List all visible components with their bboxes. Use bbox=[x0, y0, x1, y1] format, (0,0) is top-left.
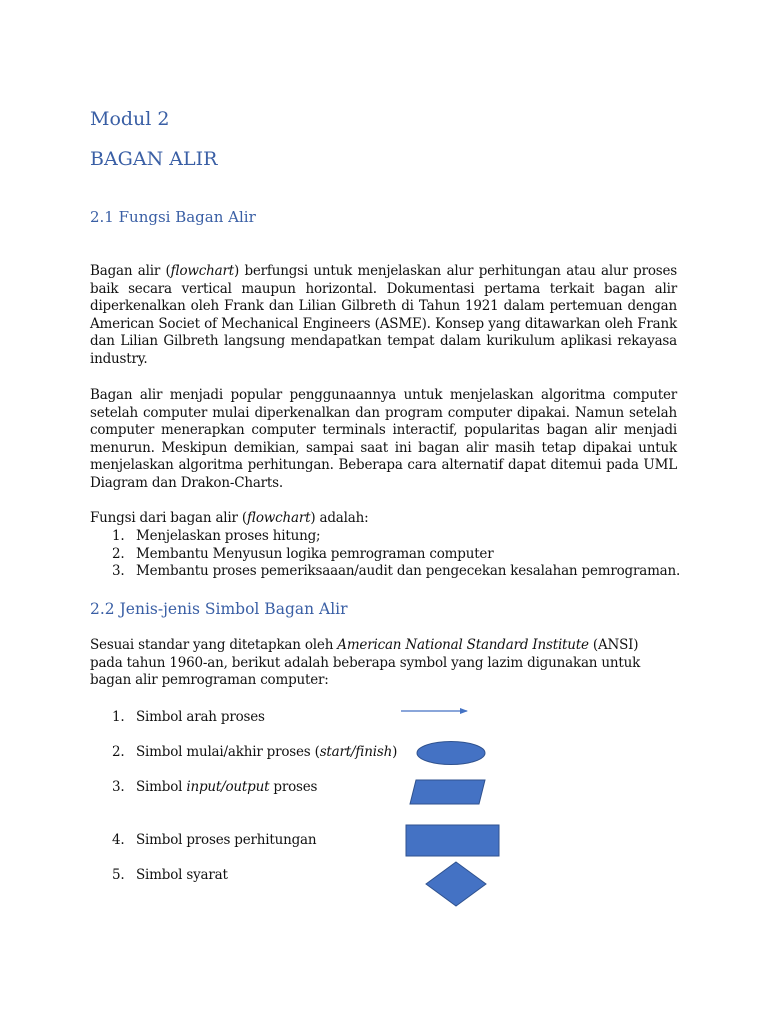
module-main-title: BAGAN ALIR bbox=[90, 148, 218, 170]
process-rectangle-symbol-icon bbox=[406, 825, 499, 856]
document-page: Modul 2 BAGAN ALIR 2.1 Fungsi Bagan Alir Bagan alir (flowchart) berfungsi untuk menjelaskan alur perhitungan atau alur proses baik secara vertical maupun horizontal. Dokumentasi pertama terkait bagan alir diperkenalkan oleh Frank dan Lilian Gilbreth di Tahun 1921 dalam pertemuan dengan American Societ of Mechanical Engineers (ASME). Konsep yang ditawarkan oleh Frank dan Lilian Gilbreth langsung mendapatkan tempat dalam kurikulum aplikasi rekayasa industry. Bagan alir menjadi popular penggunaannya untuk menjelaskan algoritma computer setelah computer mulai diperkenalkan dan program computer dipakai. Namun setelah computer menerapkan computer terminals interactif, popularitas bagan alir menjadi menurun. Meskipun demikian, sampai saat ini bagan alir masih tetap dipakai untuk menjelaskan algoritma perhitungan. Beberapa cara alternatif dapat ditemui pada UML Diagram dan Drakon-Charts. Fungsi dari bagan alir (flowchart) adalah: 1. Menjelaskan proses hitung; 2. Membantu Menyusun logika pemrograman computer 3. Membantu proses pemeriksaaan/audit dan pengecekan kesalahan pemrograman. 2.2 Jenis-jenis Simbol Bagan Alir Sesuai standar yang ditetapkan oleh American National Standard Institute (ANSI) pada tahun 1960-an, berikut adalah beberapa symbol yang lazim digunakan untuk bagan alir pemrograman computer: 1. Simbol arah proses 2. Simbol mulai/akhir proses (start/finish) 3. Simbol input/output proses 4. Simbol proses perhitungan 5. Simbol syarat bbox=[0, 0, 768, 1024]
symbol-label: Simbol syarat bbox=[136, 867, 228, 883]
section-heading-jenis-simbol: 2.2 Jenis-jenis Simbol Bagan Alir bbox=[90, 600, 348, 618]
decision-diamond-symbol-icon bbox=[426, 862, 486, 906]
list-item: 3. Membantu proses pemeriksaaan/audit dan pengecekan kesalahan pemrograman. bbox=[112, 563, 681, 580]
terminal-ellipse-symbol-icon bbox=[417, 742, 485, 765]
symbol-label: Simbol arah proses bbox=[136, 709, 265, 725]
symbol-label: Simbol input/output proses bbox=[136, 779, 318, 795]
symbol-label: Simbol mulai/akhir proses (start/finish) bbox=[136, 744, 398, 760]
list-item: 2. Membantu Menyusun logika pemrograman computer bbox=[112, 545, 494, 562]
paragraph-functions-intro: Fungsi dari bagan alir (flowchart) adalah: bbox=[90, 510, 369, 526]
paragraph-ansi-intro: Sesuai standar yang ditetapkan oleh American National Standard Institute (ANSI) pada tahun 1960-an, berikut adalah beberapa symbol yang lazim digunakan untuk bagan alir pemrograman computer: bbox=[90, 637, 641, 689]
list-item: 1. Menjelaskan proses hitung; bbox=[112, 528, 321, 544]
function-list bbox=[90, 528, 690, 581]
section-heading-fungsi: 2.1 Fungsi Bagan Alir bbox=[90, 208, 256, 226]
paragraph-flowchart-history: Bagan alir menjadi popular penggunaannya untuk menjelaskan algoritma computer setelah computer mulai diperkenalkan dan program computer dipakai. Namun setelah computer menerapkan computer terminals interactif, popularitas bagan alir menjadi menurun. Meskipun demikian, sampai saat ini bagan alir masih tetap dipakai untuk menjelaskan algoritma perhitungan. Beberapa cara alternatif dapat ditemui pada UML Diagram dan Drakon-Charts. bbox=[90, 387, 677, 491]
paragraph-flowchart-definition: Bagan alir (flowchart) berfungsi untuk menjelaskan alur perhitungan atau alur proses baik secara vertical maupun horizontal. Dokumentasi pertama terkait bagan alir diperkenalkan oleh Frank dan Lilian Gilbreth di Tahun 1921 dalam pertemuan dengan American Societ of Mechanical Engineers (ASME). Konsep yang ditawarkan oleh Frank dan Lilian Gilbreth langsung mendapatkan tempat dalam kurikulum aplikasi rekayasa industry. bbox=[90, 263, 677, 367]
module-number-title: Modul 2 bbox=[90, 108, 170, 130]
input-output-parallelogram-symbol-icon bbox=[410, 780, 485, 804]
symbol-label: Simbol proses perhitungan bbox=[136, 832, 317, 848]
